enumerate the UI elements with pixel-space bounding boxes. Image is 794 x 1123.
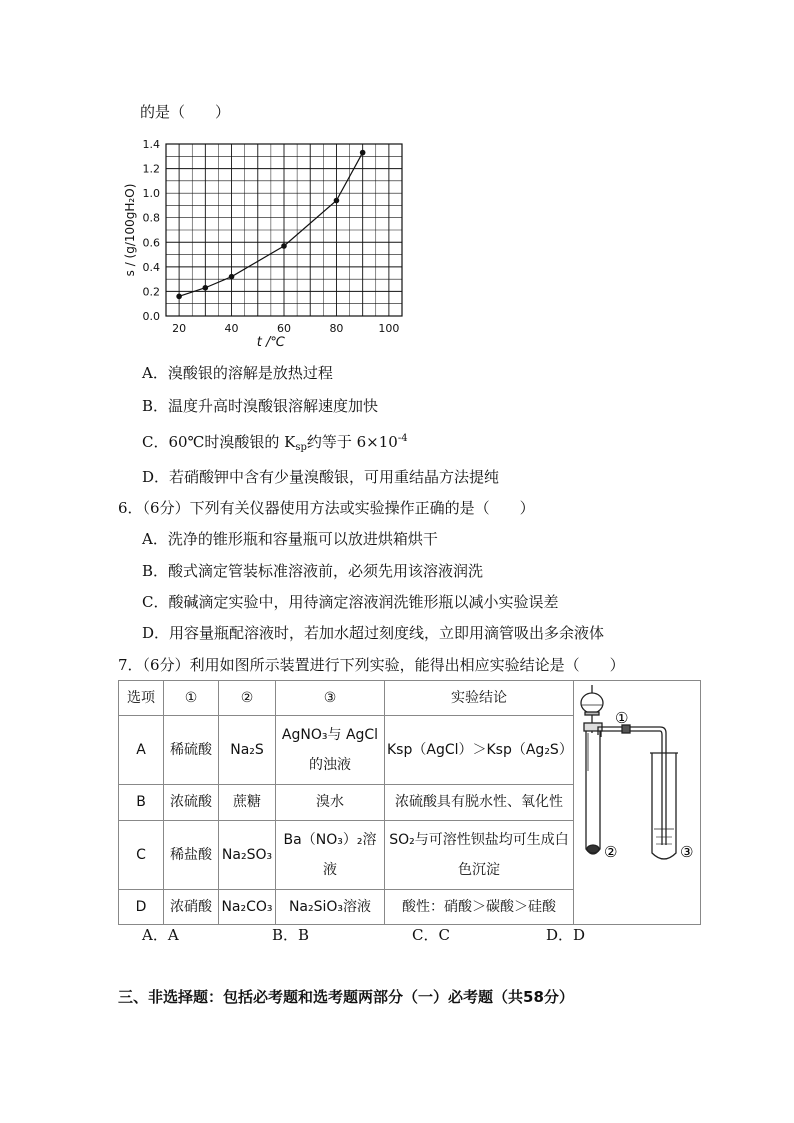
data-point bbox=[334, 198, 340, 204]
q5-option-a: A．溴酸银的溶解是放热过程 bbox=[142, 364, 333, 382]
q7-answer-a: A．A bbox=[142, 926, 179, 944]
q7-answer-b: B．B bbox=[272, 926, 310, 944]
table-cell: D bbox=[119, 889, 164, 924]
q7-answer-c: C．C bbox=[412, 926, 450, 944]
x-tick-label: 40 bbox=[224, 322, 239, 335]
table-header: ③ bbox=[276, 681, 385, 716]
section-heading: 三、非选择题：包括必考题和选考题两部分（一）必考题（共58分） bbox=[118, 988, 574, 1006]
table-cell: Na₂SO₃ bbox=[219, 820, 276, 889]
apparatus-label-2: ② bbox=[604, 843, 618, 861]
table-cell: 酸性：硝酸＞碳酸＞硅酸 bbox=[385, 889, 574, 924]
table-header: 实验结论 bbox=[385, 681, 574, 716]
q7-answer-d: D．D bbox=[546, 926, 586, 944]
q5-option-c-text: C．60℃时溴酸银的 K bbox=[142, 433, 296, 451]
data-point bbox=[229, 274, 235, 280]
table-cell: 稀硫酸 bbox=[164, 716, 219, 785]
y-tick-label: 0.8 bbox=[142, 211, 160, 225]
x-tick-label: 60 bbox=[277, 322, 291, 335]
q6-option-d: D．用容量瓶配溶液时，若加水超过刻度线，立即用滴管吸出多余液体 bbox=[142, 624, 605, 642]
q5-option-b: B．温度升高时溴酸银溶解速度加快 bbox=[142, 397, 379, 415]
q7-stem: 7．（6分）利用如图所示装置进行下列实验，能得出相应实验结论是（ ） bbox=[118, 656, 625, 674]
chart-x-label: t /℃ bbox=[256, 335, 285, 350]
data-point bbox=[203, 285, 209, 291]
y-tick-label: 0.2 bbox=[142, 285, 160, 299]
table-cell: 浓硝酸 bbox=[164, 889, 219, 924]
x-tick-label: 100 bbox=[378, 322, 400, 335]
table-header-row bbox=[119, 681, 701, 716]
table-cell: Ksp（AgCl）＞Ksp（Ag₂S） bbox=[385, 716, 574, 785]
table-cell: AgNO₃与 AgCl 的浊液 bbox=[276, 716, 385, 785]
chart-y-label: s / (g/100gH₂O) bbox=[123, 183, 137, 277]
q6-option-c: C．酸碱滴定实验中，用待滴定溶液润洗锥形瓶以减小实验误差 bbox=[142, 593, 559, 611]
x-tick-label: 20 bbox=[172, 322, 187, 335]
data-point bbox=[281, 243, 287, 249]
q6-option-b: B．酸式滴定管装标准溶液前，必须先用该溶液润洗 bbox=[142, 562, 484, 580]
table-cell: Na₂S bbox=[219, 716, 276, 785]
table-cell: Na₂SiO₃溶液 bbox=[276, 889, 385, 924]
q7-table bbox=[118, 680, 701, 925]
test-tube-icon bbox=[650, 753, 678, 859]
y-tick-label: 1.4 bbox=[142, 138, 160, 151]
y-tick-label: 0.4 bbox=[142, 260, 160, 274]
y-tick-label: 1.0 bbox=[142, 187, 160, 201]
table-cell: 溴水 bbox=[276, 785, 385, 820]
solubility-chart bbox=[120, 130, 420, 360]
table-cell: SO₂与可溶性钡盐均可生成白色沉淀 bbox=[385, 820, 574, 889]
table-cell: 蔗糖 bbox=[219, 785, 276, 820]
q5-option-d: D．若硝酸钾中含有少量溴酸银，可用重结晶方法提纯 bbox=[142, 468, 500, 486]
table-cell: 浓硫酸具有脱水性、氧化性 bbox=[385, 785, 574, 820]
table-cell: B bbox=[119, 785, 164, 820]
data-point bbox=[176, 294, 182, 300]
apparatus-label-3: ③ bbox=[680, 843, 694, 861]
data-point bbox=[360, 150, 366, 156]
apparatus-cell bbox=[574, 681, 701, 925]
apparatus-diagram bbox=[574, 681, 700, 913]
q5-option-c-sub: sp bbox=[295, 442, 307, 453]
table-cell: Na₂CO₃ bbox=[219, 889, 276, 924]
q5-stem-tail: 的是（ ） bbox=[140, 103, 231, 121]
table-header: ② bbox=[219, 681, 276, 716]
apparatus-label-1: ① bbox=[615, 709, 629, 727]
q6-stem: 6．（6分）下列有关仪器使用方法或实验操作正确的是（ ） bbox=[118, 499, 535, 517]
table-cell: Ba（NO₃）₂溶液 bbox=[276, 820, 385, 889]
y-tick-label: 0.0 bbox=[142, 310, 160, 323]
delivery-tube-icon bbox=[598, 725, 666, 845]
chart-grid bbox=[166, 144, 402, 316]
y-tick-label: 0.6 bbox=[142, 236, 160, 250]
x-tick-label: 80 bbox=[329, 322, 344, 335]
q6-option-a: A．洗净的锥形瓶和容量瓶可以放进烘箱烘干 bbox=[142, 530, 438, 548]
y-tick-label: 1.2 bbox=[142, 162, 160, 176]
table-cell: A bbox=[119, 716, 164, 785]
reaction-tube-icon bbox=[584, 723, 602, 854]
q5-option-c-exp: -4 bbox=[397, 433, 408, 444]
q5-option-c-tail: 约等于 6×10 bbox=[306, 433, 398, 451]
q5-option-c bbox=[142, 431, 408, 453]
table-cell: 浓硫酸 bbox=[164, 785, 219, 820]
table-header: 选项 bbox=[119, 681, 164, 716]
table-cell: C bbox=[119, 820, 164, 889]
table-cell: 稀盐酸 bbox=[164, 820, 219, 889]
table-header: ① bbox=[164, 681, 219, 716]
